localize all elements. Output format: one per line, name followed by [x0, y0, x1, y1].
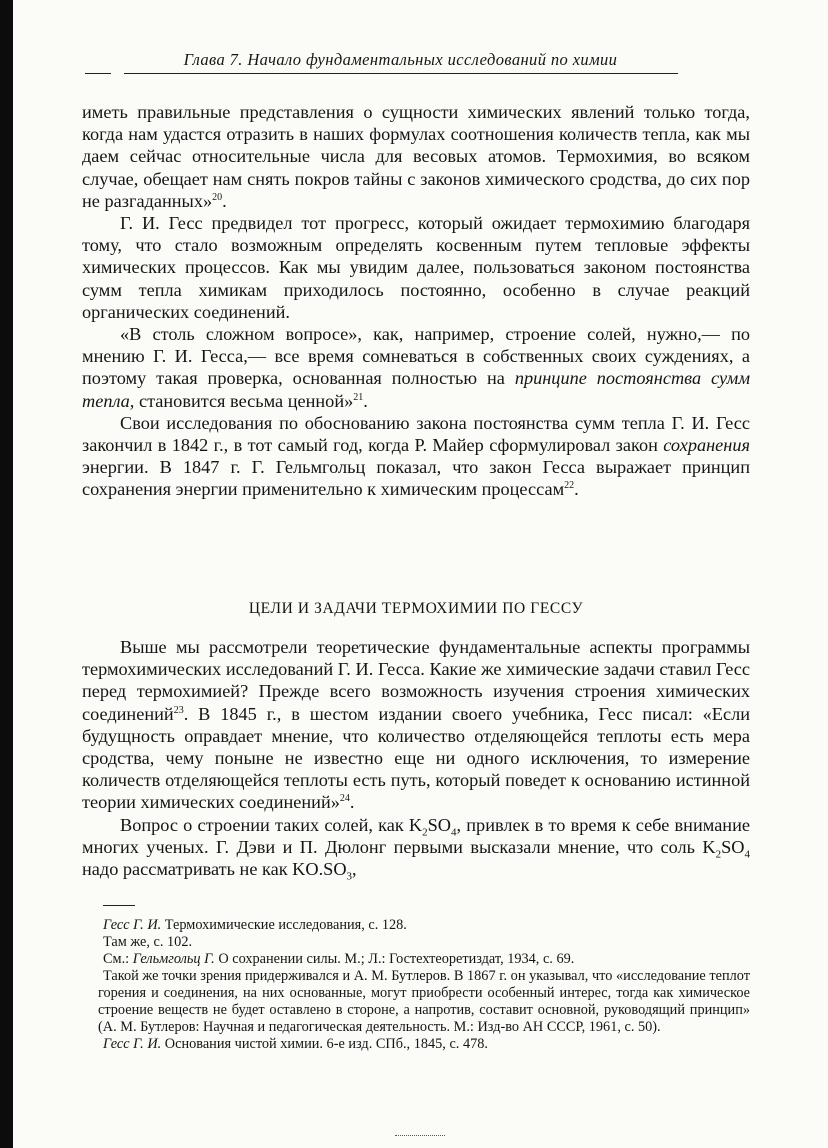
book-spine-shadow: [0, 0, 13, 1148]
footnote-ref-21[interactable]: 21: [353, 391, 364, 403]
body-text-upper: [82, 101, 750, 501]
footnote-20: Гесс Г. И. Термохимические исследования, с. 128.: [103, 917, 407, 933]
footnote-ref-23[interactable]: 23: [173, 704, 184, 716]
section-heading: ЦЕЛИ И ЗАДАЧИ ТЕРМОХИМИИ ПО ГЕССУ: [248, 600, 584, 617]
paragraph-complex-question: «В столь сложном вопросе», как, например, строение солей, нужно,— по мнению Г. И. Гесса,— все время сомневаться в собственных своих суждениях, а поэтому такая проверка, основанная полностью на принципе постоянства сумм тепла, становится весьма ценной»$^{21}$.: [82, 324, 751, 411]
footnote-23: Такой же точки зрения придерживался и А. М. Бутлеров. В 1867 г. он указывал, что «исследование теплот горения и соединения, на них основанные, могут приобрести особенный интерес, тогда как химическое строение веществ не будет оставлено в стороне, а напротив, составит основной, руководящий принцип» (А. М. Бутлеров: Научная и педагогическая деятельность. М.: Изд-во АН СССР, 1961, с. 50).: [98, 968, 750, 1035]
paragraph-1842: Свои исследования по обоснованию закона постоянства сумм тепла Г. И. Гесс закончил в 1842 г., в тот самый год, когда Р. Майер сформулировал закон сохранения энергии. В 1847 г. Г. Гельмгольц показал, что закон Гесса выражает принцип сохранения энергии применительно к химическим процессам$^{22}$.: [82, 412, 750, 500]
footnote-ref-24[interactable]: 24: [339, 793, 350, 805]
paragraph-salts: Вопрос о строении таких солей, как $K_2SO_4$, привлек в то время к себе внимание многих ученых. Г. Дэви и П. Дюлонг первыми высказали мнение, что соль $K_2SO_4$ надо рассматривать не как $KO.SO_3$,: [82, 814, 750, 883]
footnotes: [98, 917, 750, 1053]
paragraph-continuation: иметь правильные представления о сущности химических явлений только тогда, когда нам удастся отразить в наших формулах соотношения количеств тепла, как мы даем сейчас относительные числа для весовых атомов. Термохимия, во всяком случае, обещает нам снять покров тайны с законов химического сродства, до сих пор не разгаданных»$^{20}$.: [82, 102, 750, 211]
footnote-rule: [103, 905, 135, 906]
footnote-ref-22[interactable]: 22: [564, 480, 575, 492]
footnote-21: Там же, с. 102.: [103, 934, 193, 950]
paragraph-hess-foresight: Г. И. Гесс предвидел тот прогресс, который ожидает термохимию благодаря тому, что стало возможным определять косвенным путем тепловые эффекты химических процессов. Как мы увидим далее, пользоваться законом постоянства сумм тепла химикам приходилось постоянно, особенно в случае реакций органических соединений.: [82, 213, 750, 322]
body-text-lower: [82, 636, 750, 883]
running-head: Глава 7. Начало фундаментальных исследований по химии: [183, 50, 618, 69]
footnote-22: См.: Гельмгольц Г. О сохранении силы. М.; Л.: Гостехтеоретиздат, 1934, с. 69.: [103, 951, 575, 967]
footnote-24: Гесс Г. И. Основания чистой химии. 6-е изд. СПб., 1845, с. 478.: [103, 1036, 488, 1052]
footnote-ref-20[interactable]: 20: [212, 191, 223, 203]
header-rule: [124, 73, 678, 74]
header-dash: [85, 73, 111, 74]
page-number-fragment: [395, 1135, 445, 1140]
paragraph-goals: Выше мы рассмотрели теоретические фундаментальные аспекты программы термохимических исследований Г. И. Гесса. Какие же химические задачи ставил Гесс перед термохимией? Прежде всего возможность изучения строения химических соединений$^{23}$. В 1845 г., в шестом издании своего учебника, Гесс писал: «Если будущность оправдает мнение, что количество отделяющейся теплоты есть мера сродства, чему поныне не известно еще ни одного исключения, то измерение количеств отделяющейся теплоты есть путь, который поведет к основанию истинной теории химических соединений»$^{24}$.: [82, 637, 750, 813]
